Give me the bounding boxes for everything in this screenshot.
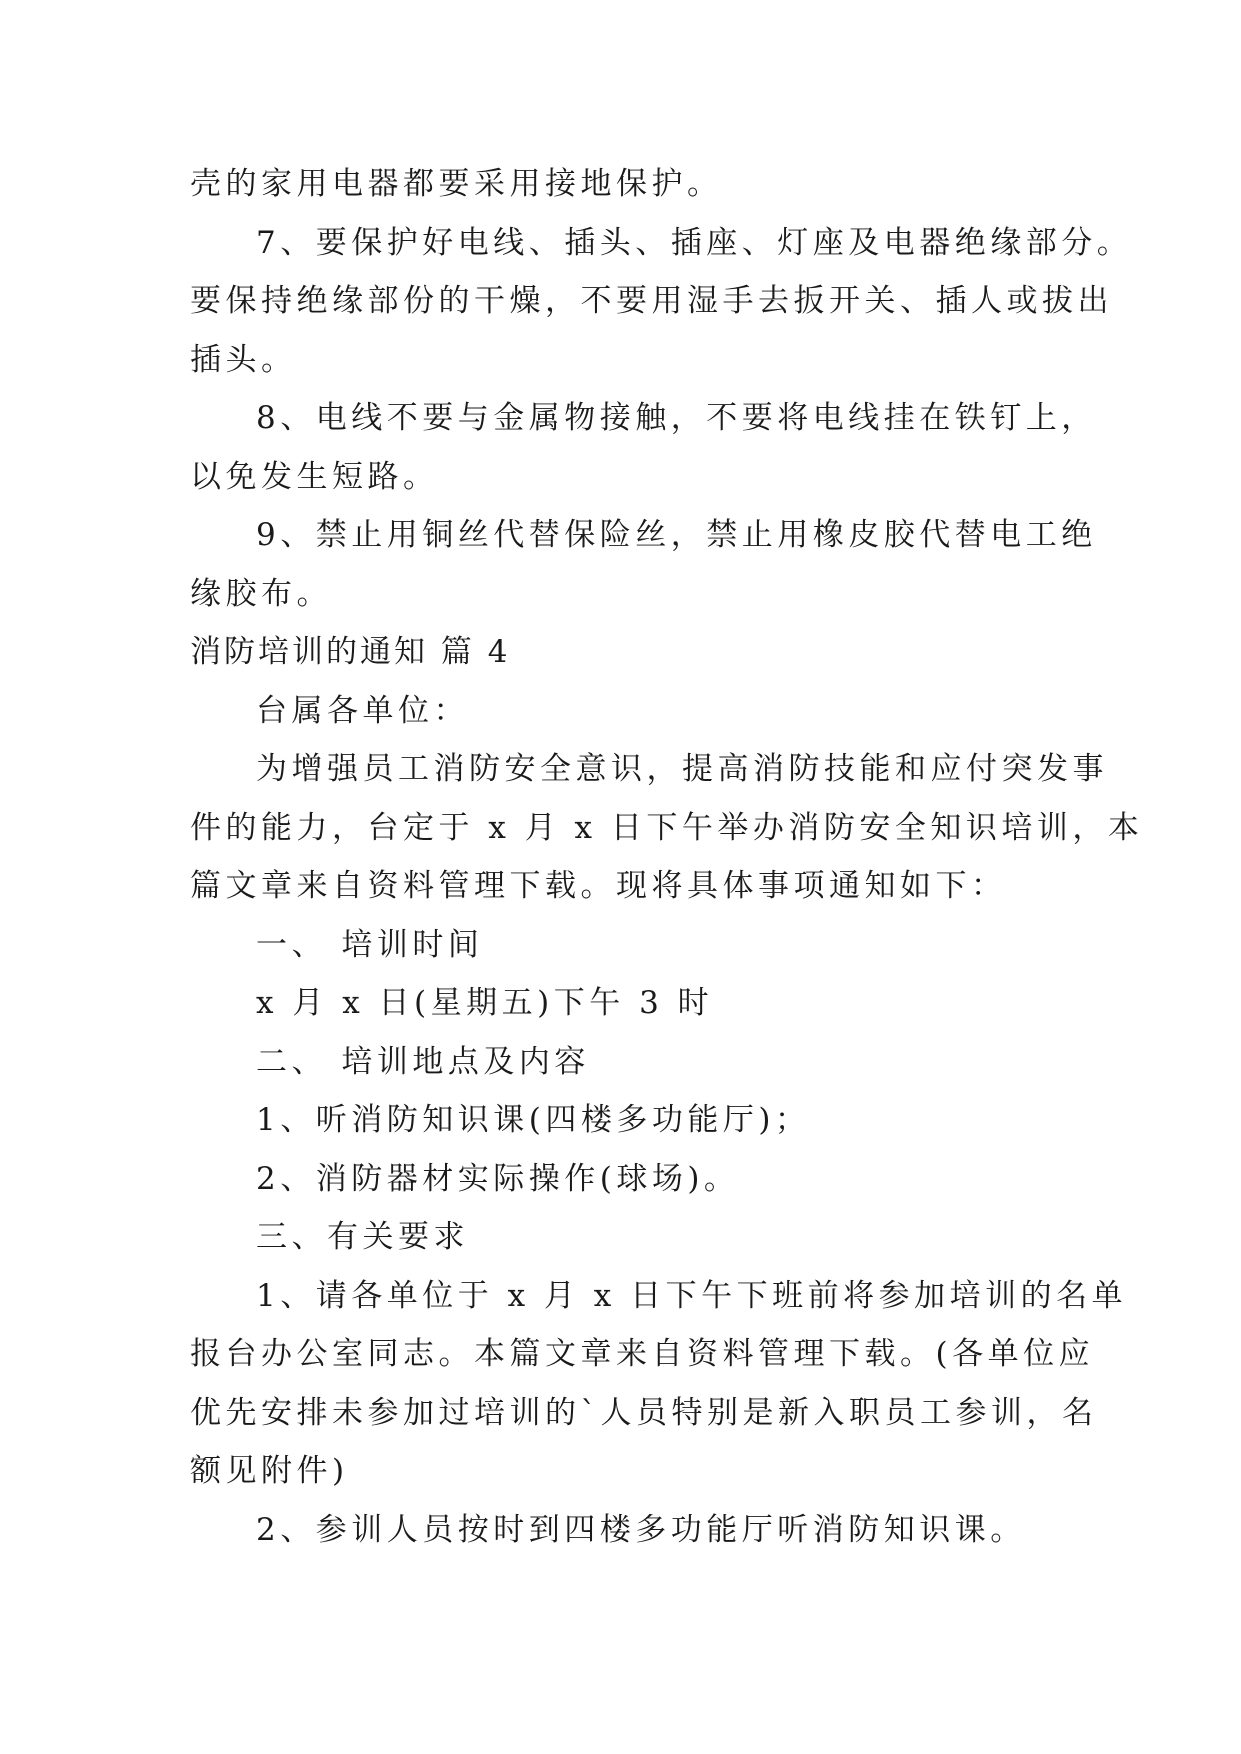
text-line: 一、 培训时间 [256, 926, 484, 963]
text-line: 9、禁止用铜丝代替保险丝，禁止用橡皮胶代替电工绝 [256, 517, 1097, 553]
text-line: 报台办公室同志。本篇文章来自资料管理下载。(各单位应 [190, 1336, 1095, 1372]
text-line: 为增强员工消防安全意识，提高消防技能和应付突发事 [256, 751, 1108, 787]
text-line: 优先安排未参加过培训的`人员特别是新入职员工参训，名 [190, 1394, 1098, 1431]
text-line: 件的能力，台定于 x 月 x 日下午举办消防安全知识培训，本 [190, 809, 1144, 846]
text-line: 8、电线不要与金属物接触，不要将电线挂在铁钉上， [256, 400, 1097, 436]
text-line: 以免发生短路。 [190, 458, 439, 495]
text-line: 台属各单位： [256, 692, 469, 729]
text-line: 插头。 [190, 341, 297, 378]
text-line: 额见附件) [190, 1453, 349, 1489]
text-line: 1、听消防知识课(四楼多功能厅)； [256, 1102, 811, 1138]
text-line: 要保持绝缘部份的干燥，不要用湿手去扳开关、插人或拔出 [190, 283, 1113, 319]
text-line: 7、要保护好电线、插头、插座、灯座及电器绝缘部分。 [256, 224, 1133, 261]
text-line: 壳的家用电器都要采用接地保护。 [190, 166, 723, 202]
document-body [190, 155, 1144, 1559]
text-line: 2、参训人员按时到四楼多功能厅听消防知识课。 [256, 1511, 1026, 1548]
text-line: 二、 培训地点及内容 [256, 1043, 590, 1080]
text-line: 2、消防器材实际操作(球场)。 [256, 1160, 740, 1197]
text-line: 篇文章来自资料管理下载。现将具体事项通知如下： [190, 868, 1007, 904]
text-line: 缘胶布。 [190, 575, 332, 612]
section-heading: 消防培训的通知 篇 4 [190, 634, 511, 670]
text-line: 三、有关要求 [256, 1219, 469, 1255]
text-line: 1、请各单位于 x 月 x 日下午下班前将参加培训的名单 [256, 1277, 1128, 1314]
text-line: x 月 x 日(星期五)下午 3 时 [256, 985, 714, 1021]
